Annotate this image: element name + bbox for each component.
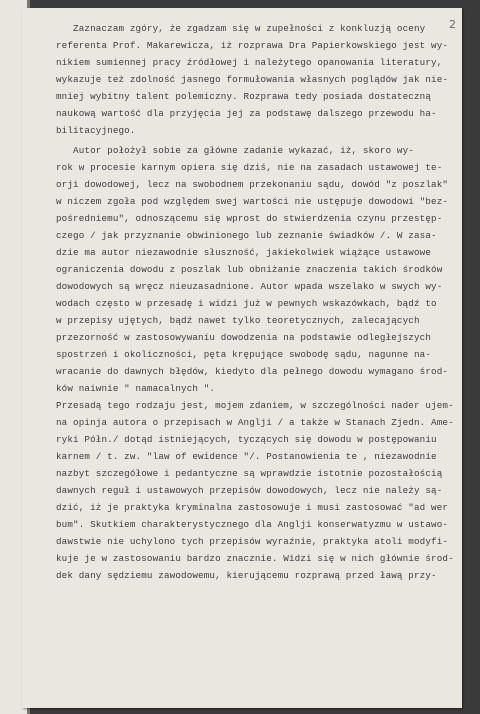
text-line: w niczem zgoła pod względem swej wartości nie ustępuje dowodowi "bez-: [56, 196, 449, 207]
paragraph-1: [56, 20, 452, 139]
text-line: nazbyt szczegółowe i pedantyczne są wprawdzie istotnie pozostałością: [56, 468, 443, 479]
paragraph-2: [56, 142, 452, 397]
text-line: mniej wybitny talent polemiczny. Rozprawa tedy posiada dostateczną: [56, 91, 432, 102]
text-line: referenta Prof. Makarewicza, iż rozprawa Dra Papierkowskiego jest wy-: [56, 40, 449, 51]
text-line: orji dowodowej, lecz na swobodnem przekonaniu sądu, dowód "z poszlak": [56, 179, 449, 190]
text-line: Zaznaczam zgóry, że zgadzam się w zupełności z konkluzją oceny: [56, 23, 426, 34]
text-line: Autor położył sobie za główne zadanie wykazać, iż, skoro wy-: [56, 145, 414, 156]
text-line: bum". Skutkiem charakterystycznego dla Anglji konserwatyzmu w ustawo-: [56, 519, 449, 530]
text-line: ryki Półn./ dotąd istniejących, tyczących się dowodu w postępowaniu: [56, 434, 437, 445]
text-line: dzić, iż je praktyka kryminalna zastosowuje i musi zastosować "ad wer: [56, 502, 449, 513]
text-line: na opinja autora o przepisach w Anglji / a także w Stanach Zjedn. Ame-: [56, 417, 454, 428]
text-line: dawstwie nie uchylono tych przepisów wyraźnie, praktyka atoli modyfi-: [56, 536, 449, 547]
text-line: wodach często w przesadę i widzi już w pewnych wskazówkach, bądź to: [56, 298, 437, 309]
text-line: karnem / t. zw. "law of ewidence "/. Postanowienia te , niezawodnie: [56, 451, 437, 462]
paragraph-3: [56, 397, 452, 584]
text-line: spostrzeń i okoliczności, pęta krępujące swobodę sądu, nagunne na-: [56, 349, 432, 360]
text-line: naukową wartość dla przyjęcia jej za podstawę dalszego przewodu ha-: [56, 108, 437, 119]
text-line: wracanie do dawnych błędów, kiedyto dla pełnego dowodu wymagano środ-: [56, 366, 449, 377]
typed-text-body: [56, 20, 452, 584]
text-line: wykazuje też zdolność jasnego formułowania własnych poglądów jak nie-: [56, 74, 449, 85]
text-line: ków naiwnie " namacalnych ".: [56, 383, 216, 394]
text-line: Przesadą tego rodzaju jest, mojem zdaniem, w szczególności nader ujem-: [56, 400, 454, 411]
text-line: dowodowych są wręcz nieuzasadnione. Autor wpada wszelako w swych wy-: [56, 281, 443, 292]
page-number-mark: 2: [449, 18, 456, 31]
text-line: nikiem sumiennej pracy źródłowej i należytego opanowania literatury,: [56, 57, 443, 68]
document-page: [22, 8, 462, 708]
text-line: dek dany sędziemu zawodowemu, kierującemu rozprawą przed ławą przy-: [56, 570, 437, 581]
text-line: kuje je w zastosowaniu bardzo znacznie. Widzi się w nich głównie środ-: [56, 553, 454, 564]
text-line: bilitacyjnego.: [56, 125, 136, 136]
text-line: czego / jak przyznanie obwinionego lub zeznanie świadków /. W zasa-: [56, 230, 437, 241]
text-line: przezorność w zastosowywaniu dowodzenia na podstawie odległejszych: [56, 332, 432, 343]
text-line: dzie ma autor niezawodnie słuszność, jakiekolwiek wiążące ustawowe: [56, 247, 432, 258]
text-line: dawnych reguł i ustawowych przepisów dowodowych, lecz nie należy są-: [56, 485, 443, 496]
text-line: w przepisy ujętych, bądź nawet tylko teoretycznych, zalecających: [56, 315, 420, 326]
text-line: rok w procesie karnym opiera się dziś, nie na zasadach ustawowej te-: [56, 162, 443, 173]
text-line: pośredniemu", odnoszącemu się wprost do stwierdzenia czynu przestęp-: [56, 213, 443, 224]
text-line: ograniczenia dowodu z poszlak lub obniżanie znaczenia takich środków: [56, 264, 443, 275]
